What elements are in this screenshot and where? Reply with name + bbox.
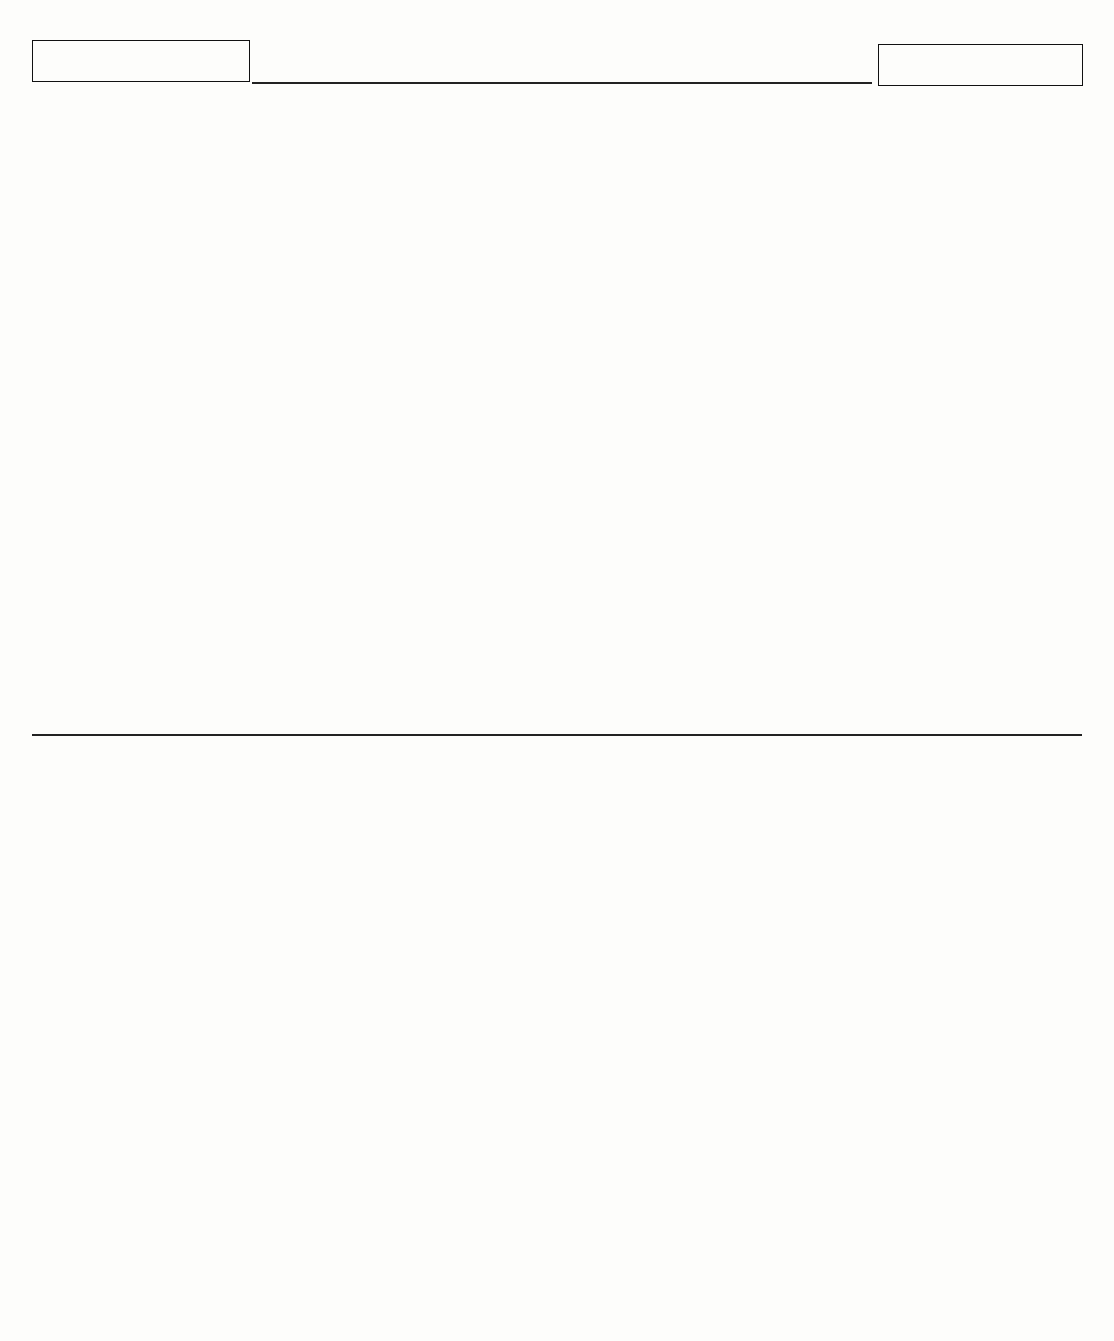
- weather-forecast-box-right: [878, 44, 1083, 86]
- title-rule: [252, 82, 872, 84]
- section-divider: [32, 734, 1082, 736]
- weather-forecast-box-left: [32, 40, 250, 82]
